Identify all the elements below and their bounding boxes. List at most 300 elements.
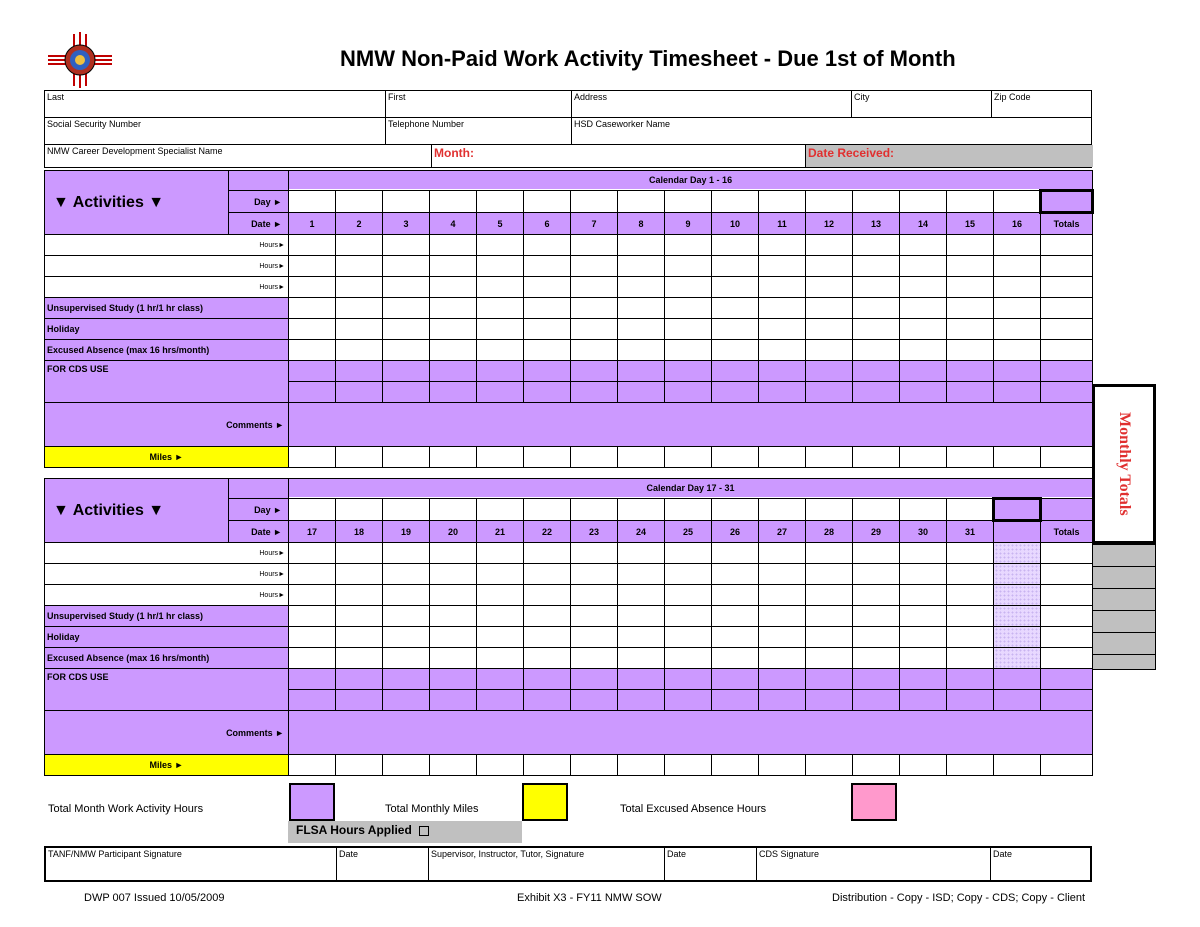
hours-cell[interactable] [806,298,853,319]
miles-cell[interactable] [712,755,759,776]
hours-cell[interactable] [477,298,524,319]
hours-cell[interactable] [947,277,994,298]
hours-cell[interactable] [289,648,336,669]
hours-cell[interactable] [994,340,1041,361]
miles-cell[interactable] [806,755,853,776]
total-excused-absence-box[interactable] [851,783,897,821]
hours-cell[interactable] [336,585,383,606]
cds-use-cell[interactable] [900,669,947,690]
cds-use-cell[interactable] [994,690,1041,711]
miles-cell[interactable] [571,447,618,468]
hours-cell[interactable] [712,277,759,298]
cds-use-cell[interactable] [665,361,712,382]
day-cell[interactable] [524,191,571,213]
hours-cell[interactable] [430,606,477,627]
cds-use-cell[interactable] [806,361,853,382]
cds-use-cell[interactable] [665,669,712,690]
hours-cell[interactable] [289,235,336,256]
cds-use-cell[interactable] [571,382,618,403]
hours-cell[interactable] [994,319,1041,340]
hours-cell[interactable] [524,319,571,340]
hours-cell[interactable] [806,648,853,669]
hours-cell[interactable] [571,235,618,256]
cds-use-cell[interactable] [524,361,571,382]
miles-cell[interactable] [289,447,336,468]
hours-cell[interactable] [383,606,430,627]
hours-cell[interactable] [900,277,947,298]
hours-cell[interactable] [383,340,430,361]
cds-use-cell[interactable] [665,690,712,711]
date-field[interactable] [664,848,756,880]
cds-use-cell[interactable] [477,361,524,382]
hours-cell[interactable] [383,235,430,256]
hours-cell[interactable] [759,256,806,277]
hours-cell[interactable] [1041,277,1093,298]
hours-cell[interactable] [900,585,947,606]
flsa-hours-applied[interactable] [288,821,522,843]
miles-cell[interactable] [853,447,900,468]
hours-cell[interactable] [806,627,853,648]
hours-cell[interactable] [383,543,430,564]
day-cell[interactable] [712,191,759,213]
cds-use-cell[interactable] [806,690,853,711]
cds-use-cell[interactable] [524,382,571,403]
month-field[interactable] [431,145,805,167]
hours-cell[interactable] [618,564,665,585]
cds-use-cell[interactable] [383,382,430,403]
cds-use-cell[interactable] [289,690,336,711]
hours-cell[interactable] [806,319,853,340]
hours-cell[interactable] [618,340,665,361]
hours-cell[interactable] [524,543,571,564]
cds-use-cell[interactable] [759,669,806,690]
hours-cell[interactable] [383,585,430,606]
hours-cell[interactable] [618,277,665,298]
day-cell[interactable] [665,191,712,213]
day-cell[interactable] [712,499,759,521]
miles-cell[interactable] [900,447,947,468]
hours-cell[interactable] [947,543,994,564]
hours-cell[interactable] [430,340,477,361]
day-cell[interactable] [806,499,853,521]
hours-cell[interactable] [477,564,524,585]
hours-cell[interactable] [900,340,947,361]
cds-use-cell[interactable] [712,669,759,690]
participant-signature-field[interactable] [46,848,336,880]
hours-cell[interactable] [900,543,947,564]
hours-cell[interactable] [665,319,712,340]
hours-cell[interactable] [477,606,524,627]
miles-cell[interactable] [994,447,1041,468]
hours-cell[interactable] [947,256,994,277]
hours-cell[interactable] [430,543,477,564]
hours-cell[interactable] [477,319,524,340]
hours-cell[interactable] [618,256,665,277]
cds-use-cell[interactable] [759,361,806,382]
hours-cell[interactable] [759,627,806,648]
hours-cell[interactable] [430,235,477,256]
date-field[interactable] [990,848,1090,880]
hours-cell[interactable] [289,319,336,340]
hours-cell[interactable] [759,543,806,564]
hours-cell[interactable] [430,585,477,606]
day-cell[interactable] [336,191,383,213]
hours-cell[interactable] [336,543,383,564]
hours-cell[interactable] [430,256,477,277]
cds-use-cell[interactable] [759,382,806,403]
totals-cell[interactable] [1041,564,1093,585]
hours-cell[interactable] [618,543,665,564]
hours-cell[interactable] [383,627,430,648]
miles-cell[interactable] [383,755,430,776]
hours-cell[interactable] [383,648,430,669]
day-cell[interactable] [289,499,336,521]
hours-cell[interactable] [665,277,712,298]
hours-cell[interactable] [1041,298,1093,319]
activity-row-label[interactable]: Hours► [45,564,289,585]
day-cell[interactable] [383,191,430,213]
hours-cell[interactable] [806,564,853,585]
miles-cell[interactable] [618,755,665,776]
hours-cell[interactable] [900,564,947,585]
cds-use-cell[interactable] [759,690,806,711]
cds-use-cell[interactable] [712,382,759,403]
hours-cell[interactable] [618,298,665,319]
hours-cell[interactable] [383,319,430,340]
hours-cell[interactable] [665,648,712,669]
cds-use-cell[interactable] [947,382,994,403]
hours-cell[interactable] [994,256,1041,277]
address-field[interactable] [571,91,851,117]
hours-cell[interactable] [806,585,853,606]
hours-cell[interactable] [806,543,853,564]
first-name-field[interactable] [385,91,571,117]
miles-cell[interactable] [665,755,712,776]
miles-cell[interactable] [477,447,524,468]
hours-cell[interactable] [524,256,571,277]
hours-cell[interactable] [571,606,618,627]
hours-cell[interactable] [289,564,336,585]
hours-cell[interactable] [900,256,947,277]
hours-cell[interactable] [900,627,947,648]
hours-cell[interactable] [571,319,618,340]
hours-cell[interactable] [853,298,900,319]
cds-use-cell[interactable] [853,690,900,711]
hours-cell[interactable] [759,585,806,606]
cds-use-cell[interactable] [477,382,524,403]
totals-cell[interactable] [1041,543,1093,564]
miles-cell[interactable] [665,447,712,468]
hours-cell[interactable] [430,564,477,585]
cds-use-cell[interactable] [477,669,524,690]
date-received-field[interactable] [805,145,1093,167]
hours-cell[interactable] [524,648,571,669]
day-cell[interactable] [477,191,524,213]
day-cell[interactable] [853,191,900,213]
total-work-hours-box[interactable] [289,783,335,821]
hours-cell[interactable] [712,648,759,669]
miles-cell[interactable] [571,755,618,776]
hours-cell[interactable] [947,648,994,669]
comments-field[interactable] [289,711,1093,755]
cds-use-cell[interactable] [336,382,383,403]
hours-cell[interactable] [336,564,383,585]
hours-cell[interactable] [571,648,618,669]
hours-cell[interactable] [712,340,759,361]
hours-cell[interactable] [994,235,1041,256]
cds-use-cell[interactable] [806,382,853,403]
hours-cell[interactable] [477,585,524,606]
hours-cell[interactable] [336,235,383,256]
hours-cell[interactable] [853,606,900,627]
cds-use-cell[interactable] [618,382,665,403]
last-name-field[interactable] [45,91,385,117]
total-monthly-miles-box[interactable] [522,783,568,821]
day-cell[interactable] [900,499,947,521]
activity-row-label[interactable]: Hours► [45,235,289,256]
cds-use-cell[interactable] [336,669,383,690]
hours-cell[interactable] [853,543,900,564]
hours-cell[interactable] [665,606,712,627]
hours-cell[interactable] [947,235,994,256]
cds-use-cell[interactable] [1041,361,1093,382]
hours-cell[interactable] [900,235,947,256]
hours-cell[interactable] [289,543,336,564]
hours-cell[interactable] [759,319,806,340]
day-cell[interactable] [759,499,806,521]
day-cell[interactable] [947,191,994,213]
cds-use-cell[interactable] [430,361,477,382]
hours-cell[interactable] [806,277,853,298]
cds-use-cell[interactable] [947,669,994,690]
hours-cell[interactable] [524,277,571,298]
hours-cell[interactable] [806,256,853,277]
cds-use-cell[interactable] [853,382,900,403]
hours-cell[interactable] [524,235,571,256]
miles-cell[interactable] [477,755,524,776]
hours-cell[interactable] [712,627,759,648]
day-cell[interactable] [618,499,665,521]
hours-cell[interactable] [430,627,477,648]
hours-cell[interactable] [806,340,853,361]
cds-use-cell[interactable] [712,361,759,382]
hours-cell[interactable] [759,606,806,627]
activity-row-label[interactable]: Hours► [45,585,289,606]
hours-cell[interactable] [947,627,994,648]
hours-cell[interactable] [289,277,336,298]
cds-use-cell[interactable] [289,382,336,403]
hours-cell[interactable] [665,543,712,564]
hours-cell[interactable] [524,606,571,627]
cds-use-cell[interactable] [900,382,947,403]
miles-cell[interactable] [947,447,994,468]
miles-cell[interactable] [947,755,994,776]
hours-cell[interactable] [430,319,477,340]
cds-use-cell[interactable] [1041,382,1093,403]
hours-cell[interactable] [618,606,665,627]
hours-cell[interactable] [712,606,759,627]
hours-cell[interactable] [900,606,947,627]
cds-use-cell[interactable] [571,361,618,382]
hours-cell[interactable] [571,298,618,319]
cds-use-cell[interactable] [900,361,947,382]
miles-cell[interactable] [712,447,759,468]
hours-cell[interactable] [383,256,430,277]
miles-cell[interactable] [759,755,806,776]
hours-cell[interactable] [712,543,759,564]
totals-cell[interactable] [1041,648,1093,669]
day-cell[interactable] [994,191,1041,213]
hours-cell[interactable] [947,319,994,340]
hours-cell[interactable] [853,627,900,648]
hours-cell[interactable] [571,543,618,564]
hours-cell[interactable] [947,585,994,606]
hours-cell[interactable] [289,585,336,606]
hours-cell[interactable] [853,564,900,585]
hours-cell[interactable] [759,235,806,256]
hours-cell[interactable] [336,277,383,298]
cds-use-cell[interactable] [712,690,759,711]
hours-cell[interactable] [336,606,383,627]
hours-cell[interactable] [853,256,900,277]
cds-use-cell[interactable] [618,669,665,690]
day-cell[interactable] [430,191,477,213]
cds-use-cell[interactable] [289,669,336,690]
day-cell[interactable] [336,499,383,521]
activity-row-label[interactable]: Hours► [45,543,289,564]
activity-row-label[interactable]: Hours► [45,256,289,277]
totals-cell[interactable] [1041,627,1093,648]
day-cell[interactable] [618,191,665,213]
hours-cell[interactable] [477,277,524,298]
miles-cell[interactable] [289,755,336,776]
hours-cell[interactable] [618,319,665,340]
hours-cell[interactable] [853,319,900,340]
supervisor-signature-field[interactable] [428,848,664,880]
hours-cell[interactable] [853,340,900,361]
totals-cell[interactable] [1041,585,1093,606]
cds-use-cell[interactable] [524,690,571,711]
hours-cell[interactable] [289,340,336,361]
miles-cell[interactable] [336,755,383,776]
cds-use-cell[interactable] [1041,669,1093,690]
hours-cell[interactable] [665,564,712,585]
miles-cell[interactable] [524,755,571,776]
cds-use-cell[interactable] [994,669,1041,690]
hours-cell[interactable] [571,564,618,585]
hours-cell[interactable] [665,340,712,361]
hours-cell[interactable] [853,585,900,606]
day-cell[interactable] [524,499,571,521]
hours-cell[interactable] [289,298,336,319]
hours-cell[interactable] [806,606,853,627]
activity-row-label[interactable]: Hours► [45,277,289,298]
hours-cell[interactable] [712,298,759,319]
hours-cell[interactable] [759,298,806,319]
hours-cell[interactable] [524,627,571,648]
hours-cell[interactable] [947,298,994,319]
hours-cell[interactable] [571,340,618,361]
cds-use-cell[interactable] [383,361,430,382]
miles-cell[interactable] [383,447,430,468]
hours-cell[interactable] [477,340,524,361]
hours-cell[interactable] [336,627,383,648]
hours-cell[interactable] [524,585,571,606]
cds-use-cell[interactable] [618,361,665,382]
totals-cell[interactable] [1041,606,1093,627]
hours-cell[interactable] [336,319,383,340]
cds-use-cell[interactable] [336,361,383,382]
hours-cell[interactable] [383,298,430,319]
hours-cell[interactable] [1041,319,1093,340]
miles-cell[interactable] [1041,447,1093,468]
cds-use-cell[interactable] [806,669,853,690]
day-cell[interactable] [759,191,806,213]
hours-cell[interactable] [571,585,618,606]
cds-use-cell[interactable] [383,690,430,711]
miles-cell[interactable] [336,447,383,468]
hours-cell[interactable] [289,606,336,627]
hours-cell[interactable] [618,235,665,256]
hours-cell[interactable] [900,319,947,340]
hours-cell[interactable] [524,298,571,319]
cds-use-cell[interactable] [900,690,947,711]
hours-cell[interactable] [336,256,383,277]
day-cell[interactable] [806,191,853,213]
hours-cell[interactable] [806,235,853,256]
hours-cell[interactable] [853,648,900,669]
miles-cell[interactable] [618,447,665,468]
hours-cell[interactable] [947,606,994,627]
zip-code-field[interactable] [991,91,1093,117]
cds-use-cell[interactable] [524,669,571,690]
hours-cell[interactable] [383,277,430,298]
miles-cell[interactable] [430,447,477,468]
day-cell[interactable] [289,191,336,213]
cds-signature-field[interactable] [756,848,990,880]
hours-cell[interactable] [665,298,712,319]
cds-use-cell[interactable] [853,669,900,690]
hours-cell[interactable] [571,256,618,277]
hours-cell[interactable] [383,564,430,585]
cds-use-cell[interactable] [618,690,665,711]
miles-cell[interactable] [430,755,477,776]
cds-use-cell[interactable] [571,669,618,690]
hours-cell[interactable] [289,256,336,277]
miles-cell[interactable] [524,447,571,468]
hours-cell[interactable] [430,298,477,319]
cds-use-cell[interactable] [430,669,477,690]
hours-cell[interactable] [430,277,477,298]
hours-cell[interactable] [665,585,712,606]
hours-cell[interactable] [900,648,947,669]
ssn-field[interactable] [45,118,385,144]
hours-cell[interactable] [665,627,712,648]
hours-cell[interactable] [712,564,759,585]
hours-cell[interactable] [289,627,336,648]
hours-cell[interactable] [477,627,524,648]
comments-field[interactable] [289,403,1093,447]
hours-cell[interactable] [947,564,994,585]
caseworker-field[interactable] [571,118,1093,144]
day-cell[interactable] [430,499,477,521]
miles-cell[interactable] [994,755,1041,776]
hours-cell[interactable] [477,648,524,669]
hours-cell[interactable] [336,648,383,669]
hours-cell[interactable] [477,543,524,564]
hours-cell[interactable] [712,585,759,606]
hours-cell[interactable] [524,564,571,585]
